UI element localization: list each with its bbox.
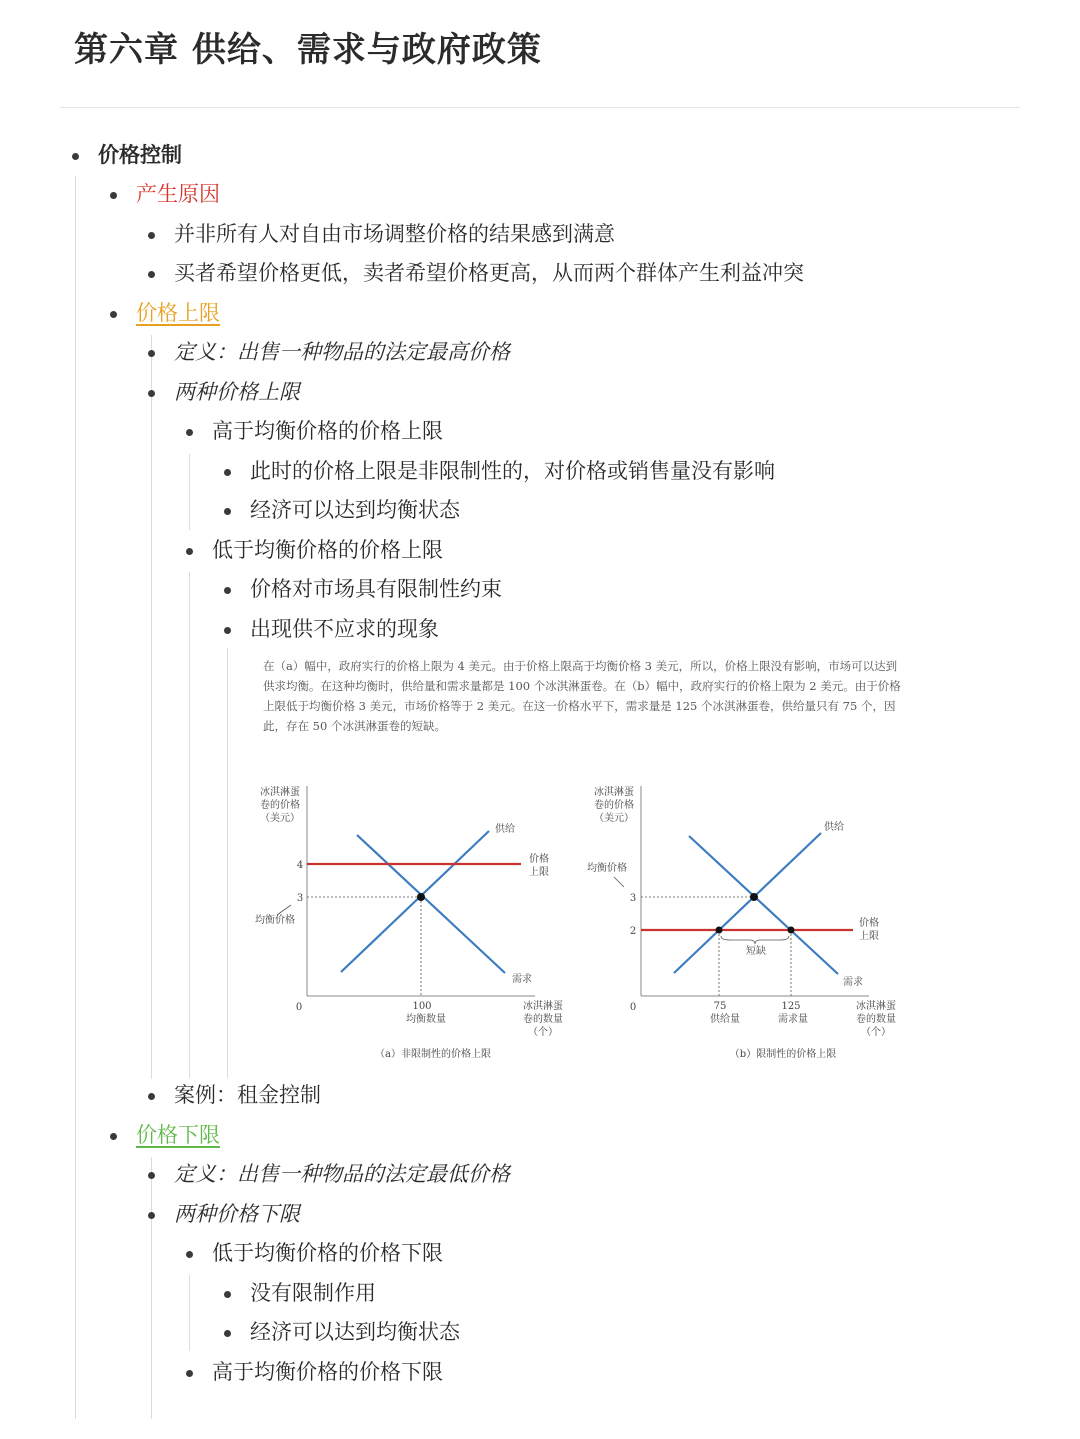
chart-a bbox=[255, 785, 563, 1060]
outline-cause-point-2: 买者希望价格更低，卖者希望价格更高，从而两个群体产生利益冲突 bbox=[174, 259, 804, 287]
outline-floor-below-point-1: 没有限制作用 bbox=[250, 1279, 376, 1307]
chart-a-eq-qty-label: 均衡数量 bbox=[406, 1014, 446, 1025]
outline-ceiling-above: 高于均衡价格的价格上限 bbox=[212, 417, 443, 445]
chart-a-xlabel-3: （个） bbox=[528, 1027, 558, 1038]
outline-guide-l3b bbox=[189, 572, 190, 1078]
outline-ceiling-below-point-2: 出现供不应求的现象 bbox=[250, 615, 439, 643]
chart-b-origin: 0 bbox=[629, 1002, 637, 1013]
chart-b-title: （b）限制性的价格上限 bbox=[729, 1049, 837, 1060]
chart-b-supply-ceiling-point bbox=[716, 927, 723, 934]
chart-a-ceiling-label-1: 价格 bbox=[529, 854, 549, 865]
outline-ceiling-definition: 定义：出售一种物品的法定最高价格 bbox=[174, 338, 510, 366]
figure-caption: 在（a）幅中，政府实行的价格上限为 4 美元。由于价格上限高于均衡价格 3 美元，所以，价格上限没有影响，市场可以达到供求均衡。在这种均衡时，供给量和需求量都是 100 个冰淇淋蛋卷。在（b）幅中，政府实行的价格上限为 2 美元。由于价格上限低于均衡价格 3 美元，市场价格等于 2 美元。在这一价格水平下，需求量是 125 个冰淇淋蛋卷，供给量只有 75 个，因此，存在 50 个冰淇淋蛋卷的短缺。 bbox=[263, 659, 901, 733]
outline-floor-link[interactable]: 价格下限 bbox=[136, 1121, 220, 1149]
chart-a-demand-curve bbox=[357, 835, 505, 973]
outline-floor-two-types: 两种价格下限 bbox=[174, 1200, 300, 1228]
bullet-icon bbox=[186, 429, 193, 436]
chart-a-tick-100: 100 bbox=[412, 1001, 432, 1012]
chart-b-equilibrium-point bbox=[750, 893, 758, 901]
chart-a-supply-label: 供给 bbox=[495, 824, 515, 835]
chart-b-demand-ceiling-point bbox=[788, 927, 795, 934]
bullet-icon bbox=[148, 232, 155, 239]
chart-b-qd-label: 需求量 bbox=[778, 1014, 808, 1025]
outline-floor-below-point-2: 经济可以达到均衡状态 bbox=[250, 1318, 460, 1346]
chart-a-ylabel-2: 卷的价格 bbox=[260, 800, 300, 811]
chart-b-tick-2: 2 bbox=[629, 926, 637, 937]
outline-guide-l2b bbox=[151, 1157, 152, 1419]
chart-a-ylabel-1: 冰淇淋蛋 bbox=[260, 787, 300, 798]
outline-price-control[interactable]: 价格控制 bbox=[98, 141, 182, 169]
bullet-icon bbox=[148, 1093, 155, 1100]
bullet-icon bbox=[224, 587, 231, 594]
chart-b-supply-label: 供给 bbox=[824, 822, 844, 833]
bullet-icon bbox=[148, 1212, 155, 1219]
chart-b-ylabel-3: （美元） bbox=[594, 813, 634, 824]
chart-a-xlabel-1: 冰淇淋蛋 bbox=[523, 1001, 563, 1012]
chart-a-title: （a）非限制性的价格上限 bbox=[375, 1049, 491, 1060]
chart-b-eq-price-label: 均衡价格 bbox=[587, 863, 627, 874]
chart-b-ylabel-2: 卷的价格 bbox=[594, 800, 634, 811]
chart-a-equilibrium-point bbox=[417, 893, 425, 901]
outline-ceiling-case: 案例：租金控制 bbox=[174, 1081, 321, 1109]
chart-a-xlabel-2: 卷的数量 bbox=[523, 1014, 563, 1025]
chart-b-ceiling-label-1: 价格 bbox=[859, 918, 879, 929]
chart-b-shortage-label: 短缺 bbox=[746, 946, 766, 957]
outline-ceiling-above-point-1: 此时的价格上限是非限制性的，对价格或销售量没有影响 bbox=[250, 457, 775, 485]
chart-b-xlabel-1: 冰淇淋蛋 bbox=[856, 1001, 896, 1012]
chart-b-eq-price-pointer bbox=[614, 877, 624, 887]
outline-floor-definition: 定义：出售一种物品的法定最低价格 bbox=[174, 1160, 510, 1188]
outline-floor-below: 低于均衡价格的价格下限 bbox=[212, 1239, 443, 1267]
chart-b-demand-label: 需求 bbox=[843, 977, 863, 988]
bullet-icon bbox=[148, 271, 155, 278]
chart-b-ylabel-1: 冰淇淋蛋 bbox=[594, 787, 634, 798]
chart-b-xlabel-2: 卷的数量 bbox=[856, 1014, 896, 1025]
chart-a-supply-curve bbox=[341, 831, 489, 972]
bullet-icon bbox=[110, 1133, 117, 1140]
bullet-icon bbox=[110, 192, 117, 199]
chart-a-tick-3: 3 bbox=[296, 893, 304, 904]
chart-b-qs-label: 供给量 bbox=[710, 1014, 740, 1025]
outline-ceiling-two-types: 两种价格上限 bbox=[174, 378, 300, 406]
chart-b-ceiling-label-2: 上限 bbox=[859, 931, 879, 942]
price-ceiling-figure bbox=[250, 648, 910, 1068]
bullet-icon bbox=[224, 508, 231, 515]
chart-a-eq-price-label: 均衡价格 bbox=[255, 915, 295, 926]
chart-b-tick-3: 3 bbox=[629, 893, 637, 904]
chart-a-ceiling-label-2: 上限 bbox=[529, 867, 549, 878]
outline-ceiling-above-point-2: 经济可以达到均衡状态 bbox=[250, 496, 460, 524]
chart-b-xlabel-3: （个） bbox=[861, 1027, 891, 1038]
bullet-icon bbox=[186, 548, 193, 555]
bullet-icon bbox=[148, 350, 155, 357]
chart-a-eq-price-pointer bbox=[277, 905, 291, 915]
outline-ceiling-below: 低于均衡价格的价格上限 bbox=[212, 536, 443, 564]
bullet-icon bbox=[186, 1370, 193, 1377]
chart-b-tick-125: 125 bbox=[781, 1001, 801, 1012]
chart-b-tick-75: 75 bbox=[713, 1001, 727, 1012]
chart-b bbox=[587, 785, 896, 1060]
page-title: 第六章 供给、需求与政府政策 bbox=[74, 30, 542, 70]
outline-cause[interactable]: 产生原因 bbox=[136, 180, 220, 208]
bullet-icon bbox=[72, 153, 79, 160]
bullet-icon bbox=[110, 311, 117, 318]
outline-floor-above: 高于均衡价格的价格下限 bbox=[212, 1358, 443, 1386]
outline-guide-l3c bbox=[189, 1275, 190, 1351]
bullet-icon bbox=[224, 1330, 231, 1337]
outline-guide-l4 bbox=[227, 648, 228, 1078]
outline-ceiling-link[interactable]: 价格上限 bbox=[136, 299, 220, 327]
outline-cause-point-1: 并非所有人对自由市场调整价格的结果感到满意 bbox=[174, 220, 615, 248]
bullet-icon bbox=[224, 469, 231, 476]
outline-guide-l1 bbox=[75, 176, 76, 1419]
chart-a-ylabel-3: （美元） bbox=[260, 813, 300, 824]
chart-b-shortage-brace bbox=[721, 936, 789, 944]
outline-guide-l3 bbox=[189, 454, 190, 530]
bullet-icon bbox=[224, 627, 231, 634]
outline-guide-l2 bbox=[151, 335, 152, 1079]
bullet-icon bbox=[224, 1291, 231, 1298]
chart-a-demand-label: 需求 bbox=[512, 974, 532, 985]
title-divider bbox=[60, 107, 1020, 108]
bullet-icon bbox=[148, 390, 155, 397]
bullet-icon bbox=[186, 1251, 193, 1258]
chart-a-tick-4: 4 bbox=[296, 860, 304, 871]
outline-ceiling-below-point-1: 价格对市场具有限制性约束 bbox=[250, 575, 502, 603]
chart-a-origin: 0 bbox=[295, 1002, 303, 1013]
bullet-icon bbox=[148, 1172, 155, 1179]
price-ceiling-charts bbox=[250, 648, 910, 1068]
